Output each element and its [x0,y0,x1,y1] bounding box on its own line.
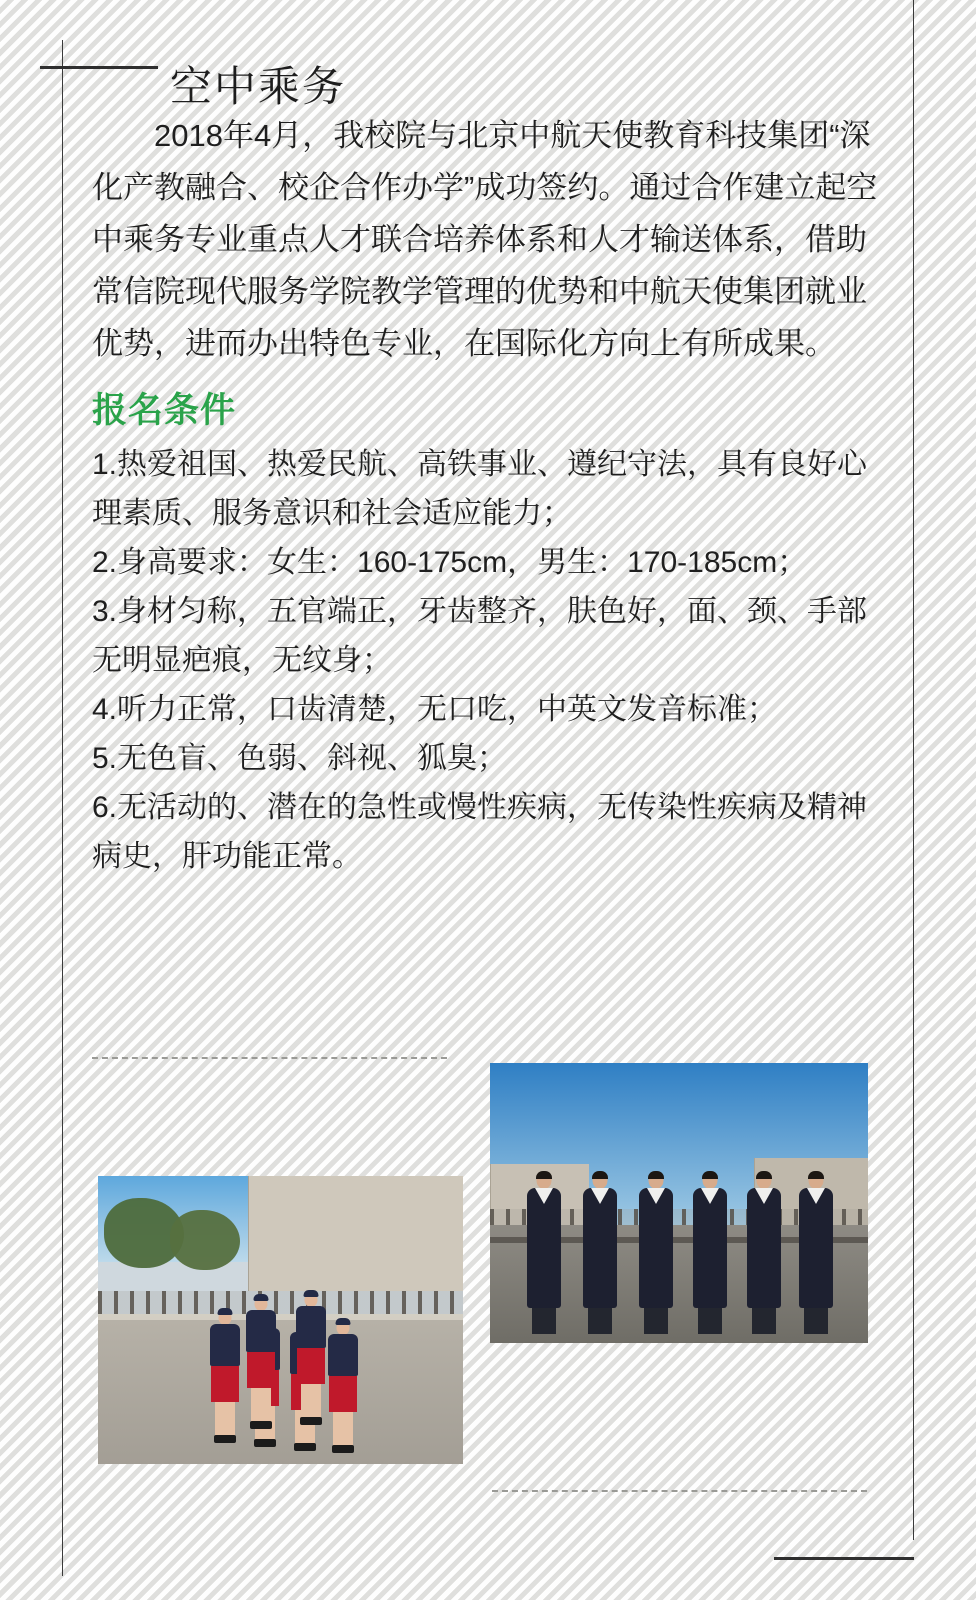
photo-figure [208,1311,242,1446]
photo-figure [636,1172,676,1337]
photo-figure [326,1321,360,1456]
photo-tree [170,1210,240,1270]
page-title: 空中乘务 [170,63,347,111]
photo-male-cabin-crew-students [490,1063,868,1343]
photo-railing [98,1291,463,1317]
photo-figure [580,1172,620,1337]
section-heading-requirements: 报名条件 [92,391,237,430]
photo-figure [524,1172,564,1337]
list-item: 3.身材匀称，五官端正，牙齿整齐，肤色好，面、颈、手部无明显疤痕，无纹身； [92,595,868,677]
photo-figure [690,1172,730,1337]
photo-figure [744,1172,784,1337]
list-item: 2.身高要求：女生：160-175cm，男生：170-185cm； [92,546,808,579]
title-rule [40,66,158,69]
requirements-list [92,440,884,881]
intro-paragraph: 2018年4月，我校院与北京中航天使教育科技集团“深化产教融合、校企合作办学”成功签约。通过合作建立起空中乘务专业重点人才联合培养体系和人才输送体系，借助常信院现代服务学院教学管理的优势和中航天使集团就业优势，进而办出特色专业，在国际化方向上有所成果。 [92,118,878,361]
dashed-divider-top [92,1057,447,1059]
list-item: 5.无色盲、色弱、斜视、狐臭； [92,742,508,775]
content-area [92,110,884,881]
list-item: 1.热爱祖国、热爱民航、高铁事业、遵纪守法，具有良好心理素质、服务意识和社会适应能力； [92,448,868,530]
list-item: 4.听力正常，口齿清楚，无口吃，中英文发音标准； [92,693,778,726]
frame-line-left [62,40,63,1576]
frame-line-bottom [774,1557,914,1560]
frame-line-right [913,0,914,1540]
photo-corridor [248,1176,463,1291]
photo-figure [244,1297,278,1422]
dashed-divider-bottom [492,1490,867,1492]
photo-female-cabin-crew-students [98,1176,463,1464]
photo-figure [796,1172,836,1337]
list-item: 6.无活动的、潜在的急性或慢性疾病，无传染性疾病及精神病史，肝功能正常。 [92,791,868,873]
photo-figure [294,1293,328,1418]
